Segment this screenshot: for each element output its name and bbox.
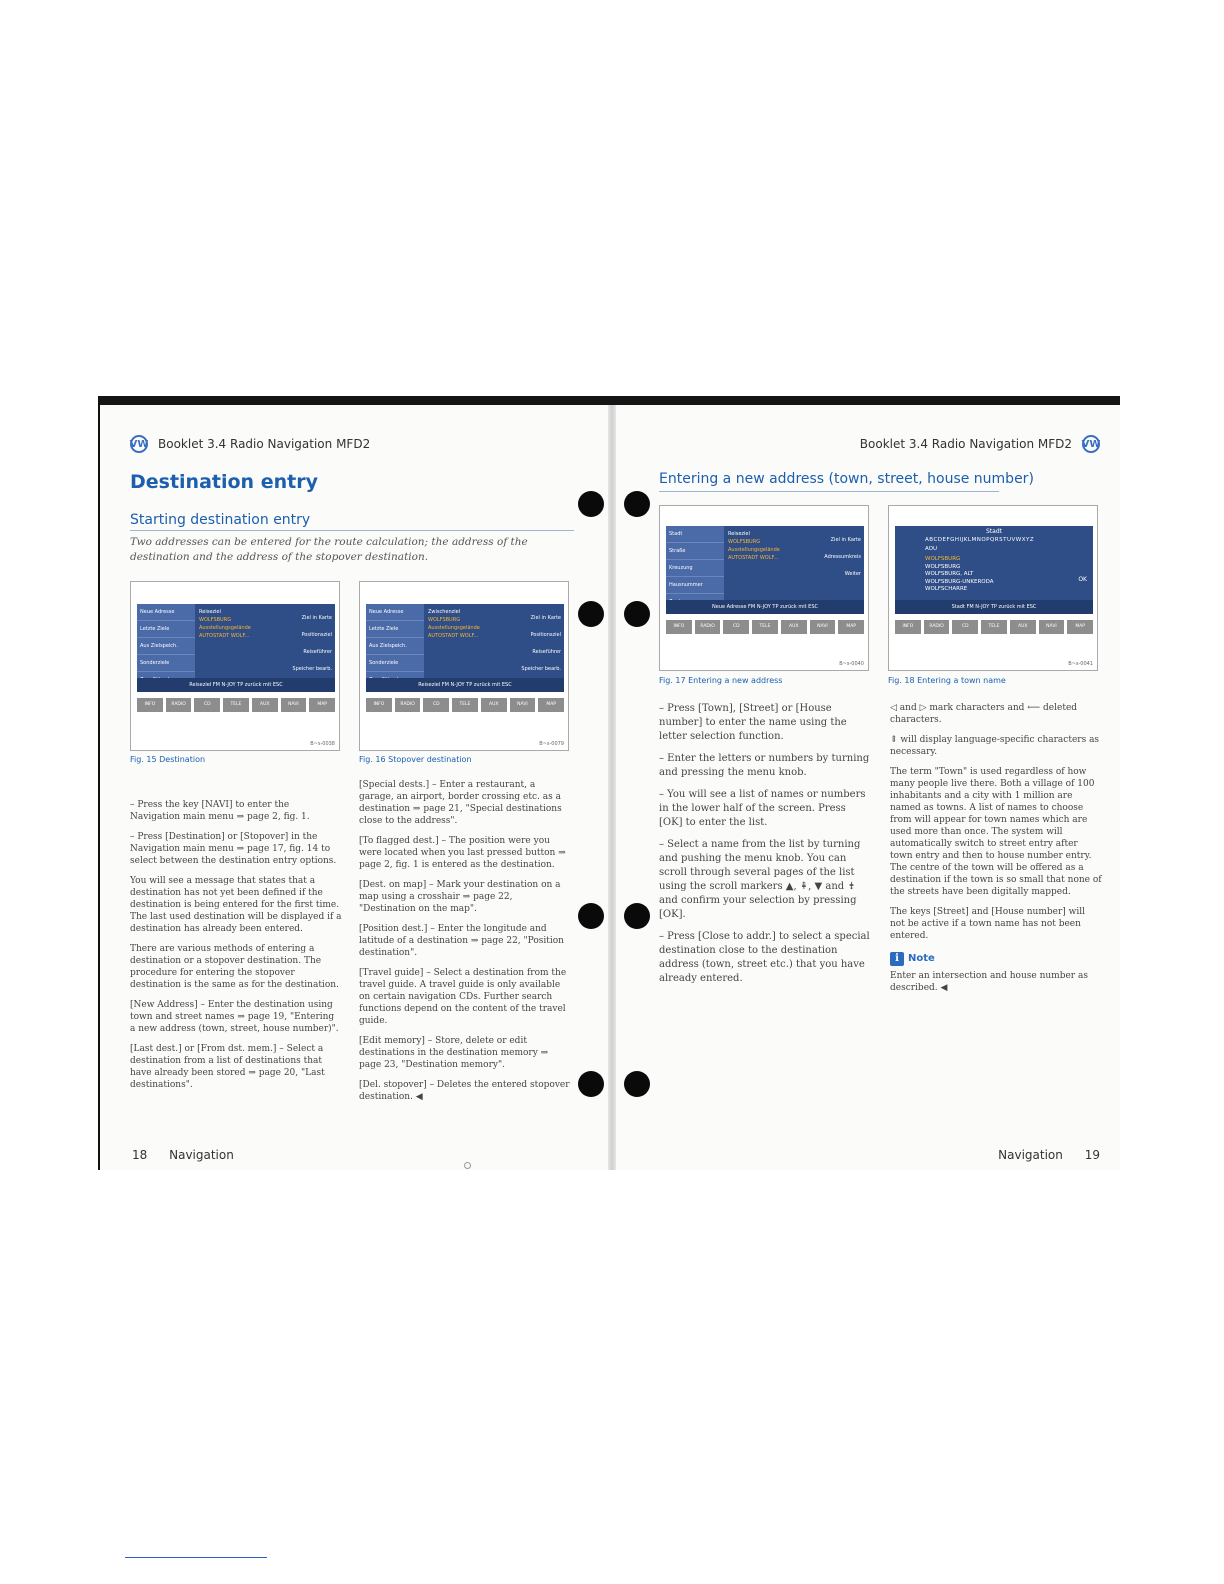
figure-code: B~s-0040 — [839, 661, 864, 667]
screen-option: Reiseführer — [303, 649, 332, 655]
menu-item: Letzte Ziele — [137, 621, 195, 638]
hw-button: MAP — [1067, 620, 1093, 634]
paragraph: ◁ and ▷ mark characters and ⟵ deleted characters. — [890, 703, 1078, 725]
screen-label: Zwischenziel — [428, 609, 461, 615]
paragraph: – Press [Close to addr.] to select a special destination close to the destination address (town, street etc.) that you have already entered. — [659, 931, 870, 984]
list-item: WOLFSBURG — [925, 556, 961, 562]
hardware-buttons — [366, 698, 564, 712]
figure-caption: Fig. 15 Destination — [130, 755, 206, 764]
hardware-buttons — [666, 620, 864, 634]
left-header — [130, 435, 370, 453]
status-bar: Stadt FM N-JOY TP zurück mit ESC — [895, 600, 1093, 614]
paragraph: – Press [Town], [Street] or [House number] to enter the name using the letter selection function. — [659, 703, 847, 742]
screen-line: AUTOSTADT WOLF... — [199, 633, 250, 639]
left-column-2 — [359, 779, 571, 1111]
hw-button: INFO — [366, 698, 392, 712]
paragraph: [Del. stopover] – Deletes the entered stopover destination. ◀ — [359, 1080, 570, 1102]
hw-button: MAP — [309, 698, 335, 712]
hw-button: INFO — [137, 698, 163, 712]
hw-button: NAVI — [281, 698, 307, 712]
hw-button: INFO — [895, 620, 921, 634]
menu-item: Straße — [666, 543, 724, 560]
status-bar: Reiseziel FM N-JOY TP zurück mit ESC — [137, 678, 335, 692]
letter-row: ABCDEFGHIJKLMNOPQRSTUVWXYZ — [925, 537, 1035, 543]
screen-option: Positionsziel — [530, 632, 561, 638]
right-column-2 — [890, 702, 1102, 994]
right-header — [860, 435, 1100, 453]
paragraph: [Last dest.] or [From dst. mem.] – Select a destination from a list of destinations that have already been stored ⇒ page 20, "Last destinations". — [130, 1044, 325, 1090]
right-column-1 — [659, 702, 871, 994]
hw-button: RADIO — [166, 698, 192, 712]
menu-item: Aus Zielspeich. — [137, 638, 195, 655]
divider — [130, 530, 574, 531]
punch-hole — [578, 491, 604, 517]
hw-button: MAP — [838, 620, 864, 634]
left-header-text: Booklet 3.4 Radio Navigation MFD2 — [158, 437, 371, 451]
menu-item: Stadt — [666, 526, 724, 543]
figure-18 — [888, 505, 1098, 671]
screen-option: Ziel in Karte — [830, 537, 861, 543]
paragraph: [Travel guide] – Select a destination from the travel guide. A travel guide is only available on certain navigation CDs. Further search functions depend on the content of the travel guide. — [359, 968, 567, 1026]
hw-button: TELE — [981, 620, 1007, 634]
punch-hole — [624, 601, 650, 627]
hw-button: INFO — [666, 620, 692, 634]
paragraph: The keys [Street] and [House number] will not be active if a town name has not been entered. — [890, 907, 1085, 941]
screen-title: Stadt — [986, 528, 1002, 535]
screen-label: Reiseziel — [728, 531, 750, 537]
screen-option: Adressumkreis — [824, 554, 861, 560]
screen-line: WOLFSBURG — [428, 617, 461, 623]
hw-button: CD — [952, 620, 978, 634]
punch-hole — [624, 491, 650, 517]
screen-line: Ausstellungsgelände — [728, 547, 780, 553]
paragraph: – Enter the letters or numbers by turning and pressing the menu knob. — [659, 753, 870, 778]
hw-button: AUX — [1010, 620, 1036, 634]
screen-line: WOLFSBURG — [728, 539, 761, 545]
info-icon: i — [890, 952, 904, 966]
list-item: WOLFSBURG-UNKERODA — [925, 578, 994, 585]
left-footer — [132, 1148, 234, 1162]
hw-button: TELE — [752, 620, 778, 634]
figure-code: B~s-0079 — [539, 741, 564, 747]
page-number: 19 — [1084, 1148, 1100, 1162]
screen-line: AUTOSTADT WOLF... — [428, 633, 479, 639]
paragraph: There are various methods of entering a destination or a stopover destination. The procedure for entering the stopover destination is the same as for the destination. — [130, 944, 339, 990]
menu-item: Aus Zielspeich. — [366, 638, 424, 655]
paragraph: – Press the key [NAVI] to enter the Navigation main menu ⇒ page 2, fig. 1. — [130, 800, 310, 822]
menu-item: Letzte Ziele — [366, 621, 424, 638]
note-box — [890, 952, 1102, 994]
note-text: Enter an intersection and house number as described. ◀ — [890, 971, 1088, 993]
screen — [895, 526, 1093, 614]
screen-option: Positionsziel — [301, 632, 332, 638]
figure-code: B~s-0038 — [310, 741, 335, 747]
punch-hole — [578, 903, 604, 929]
note-title: Note — [908, 953, 935, 964]
list-item: WOLFSBURG, ALT — [925, 571, 974, 577]
paragraph: The term "Town" is used regardless of how many people live there. Both a village of 100 inhabitants and a city with 1 million are named as towns. A list of names to choose from will appear for town names which are used more than once. The system will automatically switch to street entry after town entry and then to house number entry. The centre of the town will be offered as a destination if the town is so small that none of the streets have been digitally mapped. — [890, 767, 1102, 897]
hw-button: RADIO — [395, 698, 421, 712]
menu-item: Sonderziele — [366, 655, 424, 672]
screen-option: Weiter — [844, 571, 861, 577]
screen-option: Ziel in Karte — [301, 615, 332, 621]
section-title: Starting destination entry — [130, 512, 311, 528]
screen-option: Reiseführer — [532, 649, 561, 655]
punch-hole — [624, 1071, 650, 1097]
punch-hole — [578, 1071, 604, 1097]
figure-caption: Fig. 16 Stopover destination — [359, 755, 472, 764]
screen-option: Speicher bearb. — [521, 666, 561, 672]
figure-16 — [359, 581, 569, 751]
hw-button: TELE — [452, 698, 478, 712]
hardware-buttons — [137, 698, 335, 712]
page-number: 18 — [132, 1148, 148, 1162]
menu-item: Sonderziele — [137, 655, 195, 672]
paragraph: [Edit memory] – Store, delete or edit destinations in the destination memory ⇒ page 23, "Destination memory". — [359, 1036, 549, 1070]
paragraph: – Select a name from the list by turning and pushing the menu knob. You can scroll through several pages of the list using the scroll markers ▲, ⇞, ▼ and ⇟ and confirm your selection by pressing [OK]. — [659, 839, 861, 920]
paragraph: [Dest. on map] – Mark your destination on a map using a crosshair ⇒ page 22, "Destination on the map". — [359, 880, 561, 914]
screen-line: Ausstellungsgelände — [199, 625, 251, 631]
screen-line: WOLFSBURG — [199, 617, 232, 623]
hw-button: CD — [723, 620, 749, 634]
paragraph: You will see a message that states that a destination has not yet been defined if the destination is being entered for the first time. The last used destination will be displayed if a destination has already been entered. — [130, 876, 342, 934]
screen-line: Ausstellungsgelände — [428, 625, 480, 631]
page-gutter — [608, 405, 616, 1170]
section-title: Entering a new address (town, street, house number) — [659, 471, 1034, 487]
punch-hole — [624, 903, 650, 929]
hw-button: AUX — [781, 620, 807, 634]
right-footer — [998, 1148, 1100, 1162]
figure-17 — [659, 505, 869, 671]
hw-button: RADIO — [695, 620, 721, 634]
hw-button: RADIO — [924, 620, 950, 634]
status-bar: Neue Adresse FM N-JOY TP zurück mit ESC — [666, 600, 864, 614]
menu-item: Hausnummer — [666, 577, 724, 594]
screen — [137, 604, 335, 692]
hw-button: CD — [423, 698, 449, 712]
screen-option: Ziel in Karte — [530, 615, 561, 621]
hw-button: NAVI — [1039, 620, 1065, 634]
left-column-1 — [130, 799, 342, 1099]
menu-item: Kreuzung — [666, 560, 724, 577]
input-field: AOU — [925, 546, 938, 552]
menu-item: Neue Adresse — [366, 604, 424, 621]
menu-item: Neue Adresse — [137, 604, 195, 621]
figure-caption: Fig. 18 Entering a town name — [888, 676, 1006, 685]
hw-button: AUX — [481, 698, 507, 712]
vw-logo-icon: VW — [1082, 435, 1100, 453]
status-bar: Reiseziel FM N-JOY TP zurück mit ESC — [366, 678, 564, 692]
hw-button: NAVI — [510, 698, 536, 712]
paragraph: – You will see a list of names or numbers in the lower half of the screen. Press [OK] to enter the list. — [659, 789, 866, 828]
footer-label: Navigation — [169, 1148, 234, 1162]
screen — [666, 526, 864, 614]
screen-label: Reiseziel — [199, 609, 221, 615]
footer-label: Navigation — [998, 1148, 1063, 1162]
ok-option: OK — [1078, 576, 1087, 583]
hw-button: MAP — [538, 698, 564, 712]
paragraph: ⇕ will display language-specific characters as necessary. — [890, 735, 1100, 757]
hw-button: TELE — [223, 698, 249, 712]
list-item: WOLFSBURG — [925, 563, 961, 570]
list-item: WOLFSCHARRE — [925, 586, 968, 592]
vw-logo-icon: VW — [130, 435, 148, 453]
hw-button: AUX — [252, 698, 278, 712]
paragraph: [Position dest.] – Enter the longitude and latitude of a destination ⇒ page 22, "Position destination". — [359, 924, 564, 958]
paragraph: [New Address] – Enter the destination using town and street names ⇒ page 19, "Entering a new address (town, street, house number)". — [130, 1000, 339, 1034]
figure-15 — [130, 581, 340, 751]
page-mark — [464, 1162, 471, 1169]
screen — [366, 604, 564, 692]
screen-option: Speicher bearb. — [292, 666, 332, 672]
intro-text: Two addresses can be entered for the route calculation; the address of the destination and the address of the stopover destination. — [130, 536, 528, 563]
hardware-buttons — [895, 620, 1093, 634]
booklet-spread — [98, 396, 1120, 1170]
right-header-text: Booklet 3.4 Radio Navigation MFD2 — [859, 437, 1072, 451]
page-title: Destination entry — [130, 471, 318, 493]
screen-line: AUTOSTADT WOLF... — [728, 555, 779, 561]
punch-hole — [578, 601, 604, 627]
paragraph: [To flagged dest.] – The position were you were located when you last pressed button ⇒ page 2, fig. 1 is entered as the destination. — [359, 836, 566, 870]
hw-button: CD — [194, 698, 220, 712]
divider — [659, 491, 999, 492]
paragraph: – Press [Destination] or [Stopover] in the Navigation main menu ⇒ page 17, fig. 14 to select between the destination entry options. — [130, 832, 337, 866]
underline-mark — [125, 1557, 267, 1558]
paragraph: [Special dests.] – Enter a restaurant, a garage, an airport, border crossing etc. as a destination ⇒ page 21, "Special destinations close to the address". — [359, 780, 562, 826]
figure-code: B~s-0041 — [1068, 661, 1093, 667]
figure-caption: Fig. 17 Entering a new address — [659, 676, 783, 685]
hw-button: NAVI — [810, 620, 836, 634]
